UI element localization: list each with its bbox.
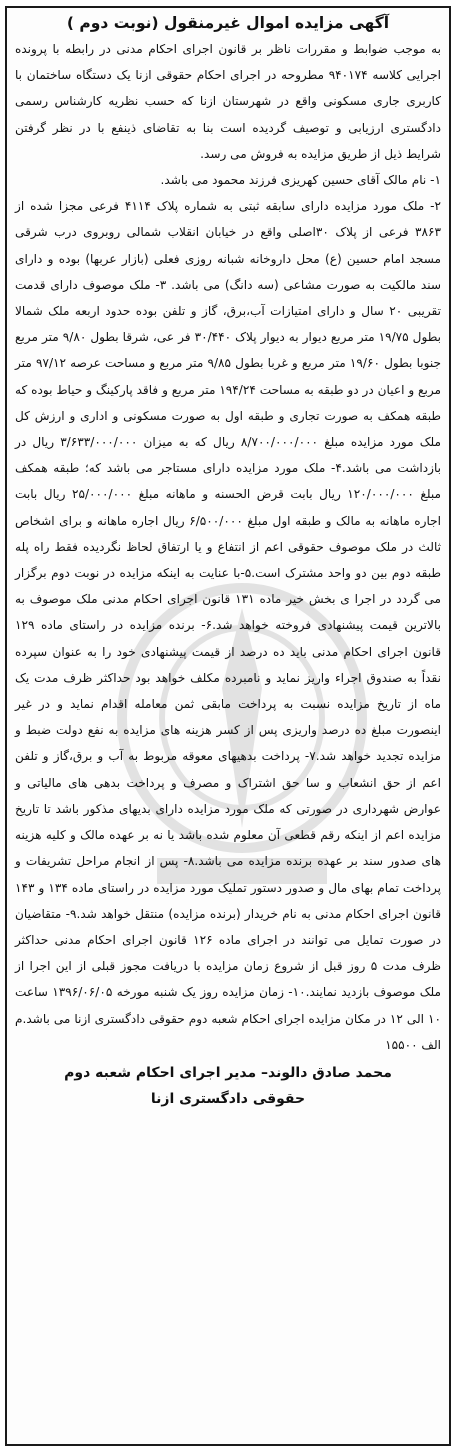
notice-title: آگهی مزایده اموال غیرمنقول (نوبت دوم )	[66, 14, 390, 32]
notice-body	[15, 36, 441, 1058]
signature-block	[15, 1060, 441, 1112]
signature-line-1: محمد صادق دالوند– مدیر اجرای احکام شعبه دوم	[64, 1064, 392, 1081]
signature-line-2: حقوقی دادگستری ازنا	[150, 1090, 306, 1107]
owner-paragraph: ۱- نام مالک آقای حسین کهریزی فرزند محمود می باشد.	[160, 173, 441, 188]
notice-frame	[5, 6, 451, 1446]
intro-paragraph: به موجب ضوابط و مقررات ناظر بر قانون اجرای احکام مدنی در رابطه با پرونده اجرایی کلاسه ۹۴۰۱۷۴ مطروحه در اجرای احکام حقوقی ازنا یک دستگاه ساختمان با کاربری جاری مسکونی واقع در شهرستان ازنا که حسب نظریه کارشناس رسمی دادگستری ارزیابی و توصیف گردیده است بنا به تقاضای ذینفع با در نظر گرفتن شرایط ذیل از طریق مزایده به فروش می رسد.	[15, 42, 441, 161]
terms-paragraph: ۲- ملک مورد مزایده دارای سابقه ثبتی به شماره پلاک ۴۱۱۴ فرعی مجزا شده از ۳۸۶۳ فرعی از پلاک ۳۰اصلی واقع در خیابان انقلاب شمالی روبروی درب شرقی مسجد امام حسین (ع) محل داروخانه شبانه روزی فعلی (بازار عربها) بوده و دارای سند مالکیت به صورت مشاعی (سه دانگ) می باشد. ۳- ملک موصوف دارای قدمت تقریبی ۲۰ سال و دارای امتیازات آب،برق، گاز و تلفن بوده حدود اربعه ملک شمالا بطول ۱۹/۷۵ متر مربع دیوار به دیوار پلاک ۳۰/۴۴۰ فر عی، شرقا بطول ۹/۸۰ متر مربع جنوبا بطول ۱۹/۶۰ متر مربع و غربا بطول ۹/۸۵ متر مربع و مساحت عرصه ۹۷/۱۲ متر مربع و اعیان در دو طبقه به مساحت ۱۹۴/۲۴ متر مربع و فاقد پارکینگ و حیاط بوده که طبقه همکف به صورت تجاری و طبقه اول به صورت مسکونی و اداری و ارزش کل ملک مورد مزایده مبلغ ۸/۷۰۰/۰۰۰/۰۰۰ ریال که به میزان ۳/۶۳۳/۰۰۰/۰۰۰ ریال در بازداشت می باشد.۴- ملک مورد مزایده دارای مستاجر می باشد که؛ طبقه همکف مبلغ ۱۲۰/۰۰۰/۰۰۰ ریال بابت قرض الحسنه و ماهانه مبلغ ۲۵/۰۰۰/۰۰۰ ریال بابت اجاره ماهانه به مالک و طبقه اول مبلغ ۶/۵۰۰/۰۰۰ ریال اجاره ماهانه و برای اشخاص ثالث در ملک موصوف حقوقی اعم از انتفاع و یا ارتفاق لحاظ نگردیده فقط راه پله طبقه دوم بین دو واحد مشترک است.۵-با عنایت به اینکه مزایده در نوبت دوم برگزار می گردد در اجرا ی بخش خیر ماده ۱۳۱ قانون اجرای احکام مدنی ملک موصوف به بالاترین قیمت پیشنهادی فروخته خواهد شد.۶- برنده مزایده در راستای ماده ۱۲۹ قانون اجرای احکام مدنی باید ده درصد از قیمت پیشنهادی خود را به عنوان سپرده نقداً به صندوق اجراء واریز نماید و نامبرده مکلف خواهد بود حداکثر ظرف مدت یک ماه از تاریخ مزایده نسبت به پرداخت مابقی ثمن معامله اقدام نماید و در غیر اینصورت مبلغ ده درصد واریزی پس از کسر هزینه های مزایده به نفع دولت ضبط و مزایده تجدید خواهد شد.۷- پرداخت بدهیهای معوقه مربوط به آب و برق،گاز و تلفن اعم از حق انشعاب و سا حق اشتراک و مصرف و پرداخت بدهی های مالیاتی و عوارض شهرداری در صورتی که ملک مورد مزایده دارای بدیهای مذکور باشد تا تاریخ مزایده اعم از اینکه رقم قطعی آن معلوم شده باشد یا نه بر عهده مالک و کلیه هزینه های صدور سند بر عهده برنده مزایده می باشد.۸- پس از انجام مراحل تشریفات و پرداخت تمام بهای مال و صدور دستور تملیک مورد مزایده در راستای ماده ۱۳۴ و ۱۴۳ قانون اجرای احکام مدنی به نام خریدار (برنده مزایده) منتقل خواهد شد.۹- متقاضیان در صورت تمایل می توانند در اجرای ماده ۱۲۶ قانون اجرای احکام مدنی حداکثر ظرف مدت ۵ روز قبل از شروع زمان مزایده با دریافت مجوز قبلی از این اجرا از ملک موصوف بازدید نمایند.۱۰- زمان مزایده روز یک شنبه مورخه ۱۳۹۶/۰۶/۰۵ ساعت ۱۰ الی ۱۲ در مکان مزایده اجرای احکام شعبه دوم حقوقی دادگستری ازنا می باشد.م الف ۱۵۵۰۰	[15, 199, 442, 1052]
